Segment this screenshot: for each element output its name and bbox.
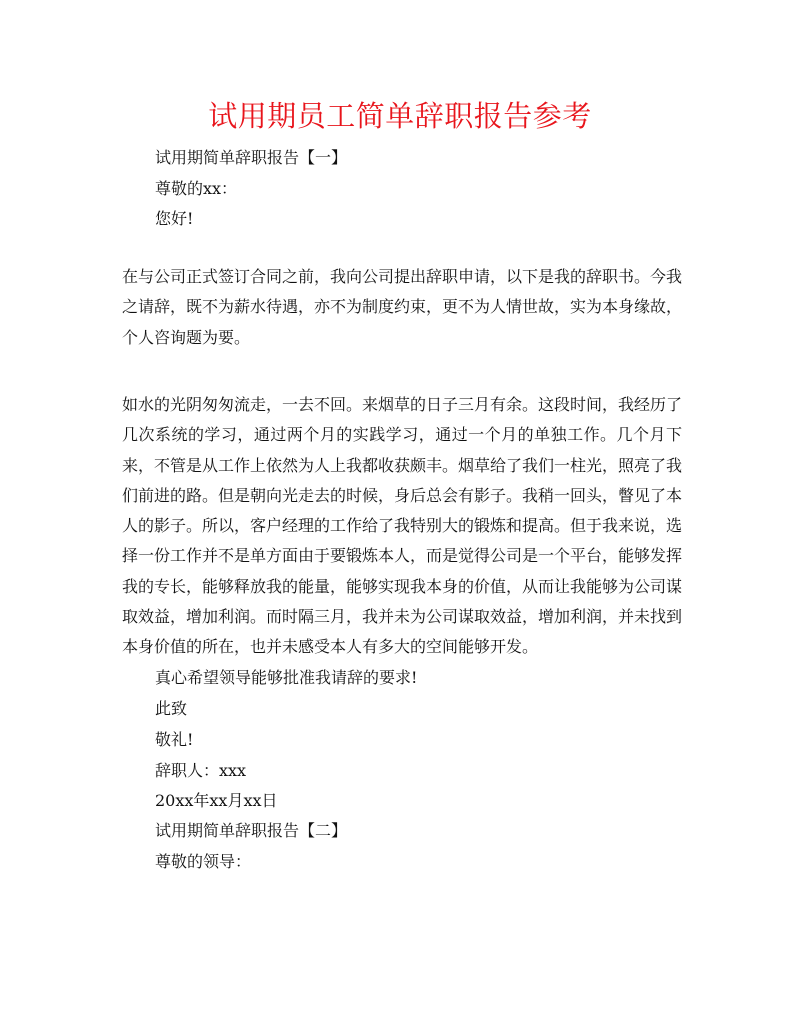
closing-line-2: 敬礼! — [155, 730, 194, 749]
hope-line: 真心希望领导能够批准我请辞的要求! — [155, 668, 418, 687]
document-title: 试用期员工简单辞职报告参考 — [208, 99, 592, 133]
paragraph-2: 如水的光阴匆匆流走，一去不回。来烟草的日子三月有余。这段时间，我经历了几次系统的学习，通过两个月的实践学习，通过一个月的单独工作。几个月下来，不管是从工作上依然为人上我都收获颇丰。烟草给了我们一柱光，照亮了我们前进的路。但是朝向光走去的时候，身后总会有影子。我稍一回头，瞥见了本人的影子。所以，客户经理的工作给了我特别大的锻炼和提高。但于我来说，选择一份工作并不是单方面由于要锻炼本人，而是觉得公司是一个平台，能够发挥我的专长，能够释放我的能量，能够实现我本身的价值，从而让我能够为公司谋取效益，增加利润。而时隔三月，我并未为公司谋取效益，增加利润，并未找到本身价值的所在，也并未感受本人有多大的空间能够开发。 — [122, 395, 683, 657]
section2-heading: 试用期简单辞职报告【二】 — [155, 821, 348, 840]
salutation-2: 尊敬的领导： — [155, 852, 252, 871]
section1-heading: 试用期简单辞职报告【一】 — [155, 148, 348, 167]
signer-line: 辞职人：xxx — [155, 761, 247, 780]
salutation-1: 尊敬的xx： — [155, 179, 238, 198]
paragraph-1: 在与公司正式签订合同之前，我向公司提出辞职申请，以下是我的辞职书。今我之请辞，既不为薪水待遇，亦不为制度约束，更不为人情世故，实为本身缘故，个人咨询题为要。 — [122, 267, 683, 347]
date-line: 20xx年xx月xx日 — [155, 791, 278, 810]
greeting: 您好! — [155, 209, 194, 228]
closing-line-1: 此致 — [155, 699, 188, 718]
